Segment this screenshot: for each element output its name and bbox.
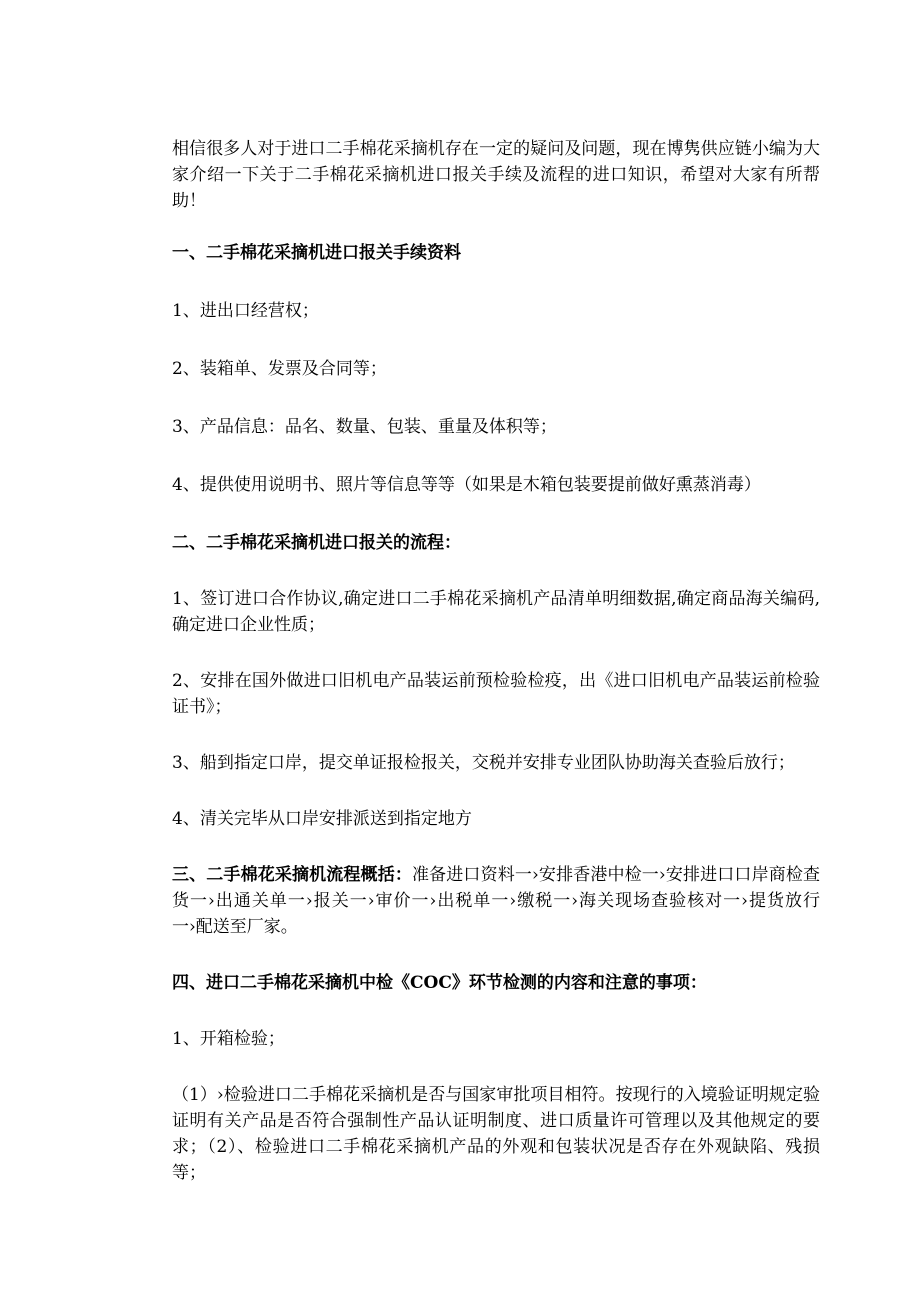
section-3-body: 准备进口资料一›安排香港中检一›安排进口口岸商检查货一›出通关单一›报关一›审价一›出税单一›缴税一›海关现场查验核对一›提货放行一›配送至厂家。 (172, 865, 821, 937)
section-1-title: 一、二手棉花采摘机进口报关手续资料 (172, 243, 461, 263)
intro-paragraph: 相信很多人对于进口二手棉花采摘机存在一定的疑问及问题，现在博隽供应链小编为大家介绍一下关于二手棉花采摘机进口报关手续及流程的进口知识，希望对大家有所帮助！ (172, 139, 820, 211)
section-2-item-4: 4、清关完毕从口岸安排派送到指定地方 (172, 809, 472, 829)
document-page (172, 136, 820, 1186)
section-1-item-4: 4、提供使用说明书、照片等信息等等（如果是木箱包装要提前做好熏蒸消毒） (172, 475, 761, 495)
section-2-title: 二、二手棉花采摘机进口报关的流程： (172, 533, 461, 553)
section-3-paragraph (172, 862, 820, 940)
section-2-item-1: 1、签订进口合作协议,确定进口二手棉花采摘机产品清单明细数据,确定商品海关编码,确定进口企业性质； (172, 589, 820, 635)
section-1-item-2: 2、装箱单、发票及合同等； (172, 359, 387, 379)
section-1-item-1: 1、进出口经营权； (172, 301, 319, 321)
section-1-item-3: 3、产品信息：品名、数量、包装、重量及体积等； (172, 417, 557, 437)
section-3-title: 三、二手棉花采摘机流程概括： (172, 865, 412, 885)
section-4-item-1: 1、开箱检验； (172, 1029, 285, 1049)
section-4-title: 四、进口二手棉花采摘机中检《COC》环节检测的内容和注意的事项： (172, 973, 707, 993)
section-4-item-2: （1）›检验进口二手棉花采摘机是否与国家审批项目相符。按现行的入境验证明规定验证明有关产品是否符合强制性产品认证明制度、进口质量许可管理以及其他规定的要求；（2）、检验进口二手棉花采摘机产品的外观和包装状况是否存在外观缺陷、残损等； (172, 1085, 820, 1183)
section-2-item-3: 3、船到指定口岸，提交单证报检报关，交税并安排专业团队协助海关查验后放行； (172, 753, 795, 773)
section-2-item-2: 2、安排在国外做进口旧机电产品装运前预检验检疫，出《进口旧机电产品装运前检验证书》； (172, 671, 820, 717)
